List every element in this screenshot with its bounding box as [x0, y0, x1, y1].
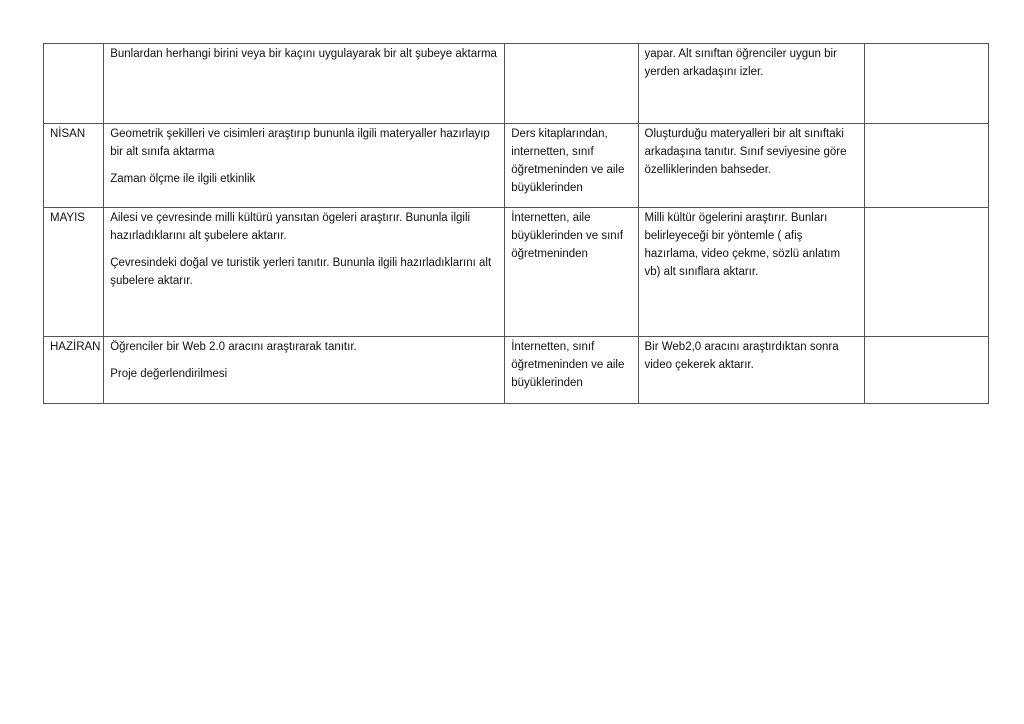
table-row [44, 124, 989, 208]
month-cell: MAYIS [44, 208, 104, 337]
table-row [44, 208, 989, 337]
sources-cell: İnternetten, aile büyüklerinden ve sınıf öğretmeninden [505, 208, 638, 337]
activity-text: Bunlardan herhangi birini veya bir kaçını uygulayarak bir alt şubeye aktarma [110, 48, 497, 60]
activity-text: Ailesi ve çevresinde milli kültürü yansıtan ögeleri araştırır. Bununla ilgili hazırladıklarını alt şubelere aktarır. [110, 212, 471, 242]
activities-cell [104, 124, 505, 208]
table-row [44, 44, 989, 124]
activity-text: Geometrik şekilleri ve cisimleri araştırıp bununla ilgili materyaller hazırlayıp bir alt sınıfa aktarma [110, 128, 490, 158]
sources-cell: Ders kitaplarından, internetten, sınıf öğretmeninden ve aile büyüklerinden [505, 124, 638, 208]
activities-cell [104, 208, 505, 337]
activities-cell [104, 44, 505, 124]
month-cell [44, 44, 104, 124]
month-cell: NİSAN [44, 124, 104, 208]
sources-cell [505, 44, 638, 124]
activity-text: Çevresindeki doğal ve turistik yerleri tanıtır. Bununla ilgili hazırladıklarını alt şubelere aktarır. [110, 257, 492, 287]
activity-text: Proje değerlendirilmesi [110, 368, 228, 380]
activity-text: Zaman ölçme ile ilgili etkinlik [110, 173, 256, 185]
evaluation-cell: Oluşturduğu materyalleri bir alt sınıftaki arkadaşına tanıtır. Sınıf seviyesine göre özelliklerinden bahseder. [638, 124, 865, 208]
month-cell: HAZİRAN [44, 337, 104, 404]
notes-cell [865, 337, 989, 404]
notes-cell [865, 44, 989, 124]
notes-cell [865, 124, 989, 208]
table-row [44, 337, 989, 404]
evaluation-cell: yapar. Alt sınıftan öğrenciler uygun bir yerden arkadaşını izler. [638, 44, 865, 124]
activity-text: Öğrenciler bir Web 2.0 aracını araştırarak tanıtır. [110, 341, 357, 353]
notes-cell [865, 208, 989, 337]
activities-cell [104, 337, 505, 404]
activity-plan-table [43, 43, 989, 404]
sources-cell: İnternetten, sınıf öğretmeninden ve aile büyüklerinden [505, 337, 638, 404]
evaluation-cell: Milli kültür ögelerini araştırır. Bunları belirleyeceği bir yöntemle ( afiş hazırlama, video çekme, sözlü anlatım vb) alt sınıflara aktarır. [638, 208, 865, 337]
evaluation-cell: Bir Web2,0 aracını araştırdıktan sonra video çekerek aktarır. [638, 337, 865, 404]
